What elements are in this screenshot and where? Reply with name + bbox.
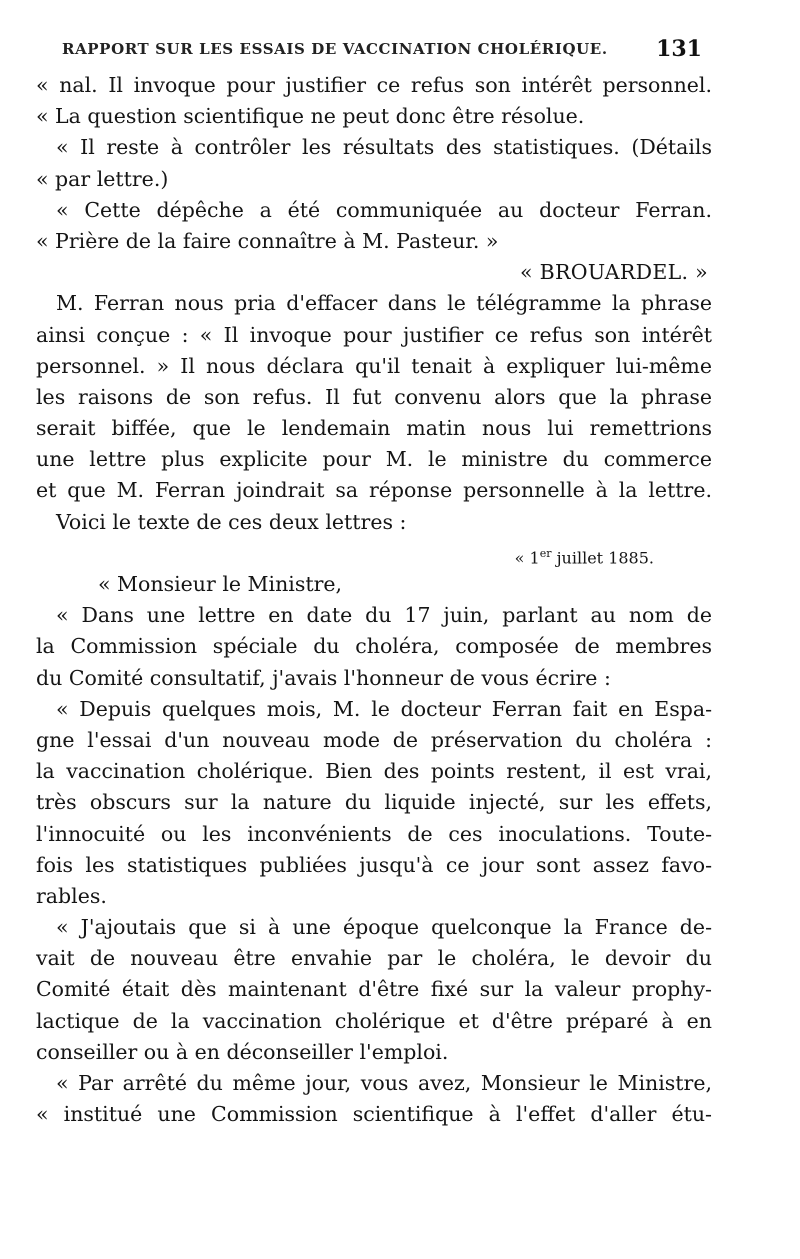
text-line: très obscurs sur la nature du liquide injecté, sur les effets, bbox=[36, 790, 712, 815]
text-line: « institué une Commission scientifique à l'effet d'aller étu- bbox=[36, 1102, 712, 1127]
text-line: la Commission spéciale du choléra, composée de membres bbox=[36, 634, 712, 659]
text-line: personnel. » Il nous déclara qu'il tenait à expliquer lui-même bbox=[36, 353, 712, 378]
text-line: « Dans une lettre en date du 17 juin, parlant au nom de bbox=[56, 603, 712, 628]
text-line: les raisons de son refus. Il fut convenu alors que la phrase bbox=[36, 384, 712, 409]
text-line: conseiller ou à en déconseiller l'emploi. bbox=[36, 1039, 449, 1064]
text-line: Voici le texte de ces deux lettres : bbox=[56, 509, 407, 534]
text-line: la vaccination cholérique. Bien des points restent, il est vrai, bbox=[36, 759, 712, 784]
signature-line: « BROUARDEL. » bbox=[519, 260, 708, 285]
page-number: 131 bbox=[656, 36, 702, 62]
text-line: serait biffée, que le lendemain matin nous lui remettrions bbox=[36, 416, 712, 441]
text-line: lactique de la vaccination cholérique et d'être préparé à en bbox=[36, 1008, 712, 1033]
text-line: « Cette dépêche a été communiquée au docteur Ferran. bbox=[56, 197, 712, 222]
body-text bbox=[36, 70, 712, 1130]
text-line: « La question scientifique ne peut donc être résolue. bbox=[36, 104, 585, 129]
text-line: « Il reste à contrôler les résultats des statistiques. (Détails bbox=[56, 135, 712, 160]
text-line: l'innocuité ou les inconvénients de ces inoculations. Toute- bbox=[36, 821, 712, 846]
running-title: RAPPORT SUR LES ESSAIS DE VACCINATION CHOLÉRIQUE. bbox=[62, 40, 608, 58]
text-line: « par lettre.) bbox=[36, 166, 169, 191]
running-header bbox=[62, 36, 702, 68]
text-line: gne l'essai d'un nouveau mode de préservation du choléra : bbox=[36, 727, 712, 752]
text-line: « Prière de la faire connaître à M. Pasteur. » bbox=[36, 228, 499, 253]
text-line: « nal. Il invoque pour justifier ce refus son intérêt personnel. bbox=[36, 73, 712, 97]
text-line: fois les statistiques publiées jusqu'à ce jour sont assez favo- bbox=[36, 852, 712, 877]
text-line: une lettre plus explicite pour M. le ministre du commerce bbox=[36, 447, 712, 472]
text-line: « Depuis quelques mois, M. le docteur Ferran fait en Espa- bbox=[56, 696, 712, 721]
text-line: et que M. Ferran joindrait sa réponse personnelle à la lettre. bbox=[36, 478, 712, 503]
text-line: « J'ajoutais que si à une époque quelconque la France de- bbox=[56, 915, 712, 940]
text-line: Comité était dès maintenant d'être fixé sur la valeur prophy- bbox=[36, 977, 712, 1002]
letter-salutation: « Monsieur le Ministre, bbox=[98, 572, 343, 596]
text-line: « Par arrêté du même jour, vous avez, Monsieur le Ministre, bbox=[56, 1071, 712, 1095]
text-line: vait de nouveau être envahie par le choléra, le devoir du bbox=[36, 946, 712, 971]
text-line: M. Ferran nous pria d'effacer dans le télégramme la phrase bbox=[56, 291, 712, 316]
text-line: rables. bbox=[36, 883, 107, 908]
text-line: ainsi conçue : « Il invoque pour justifier ce refus son intérêt bbox=[36, 322, 712, 347]
letter-date: « 1er juillet 1885. bbox=[514, 546, 654, 568]
text-line: du Comité consultatif, j'avais l'honneur de vous écrire : bbox=[36, 665, 611, 690]
